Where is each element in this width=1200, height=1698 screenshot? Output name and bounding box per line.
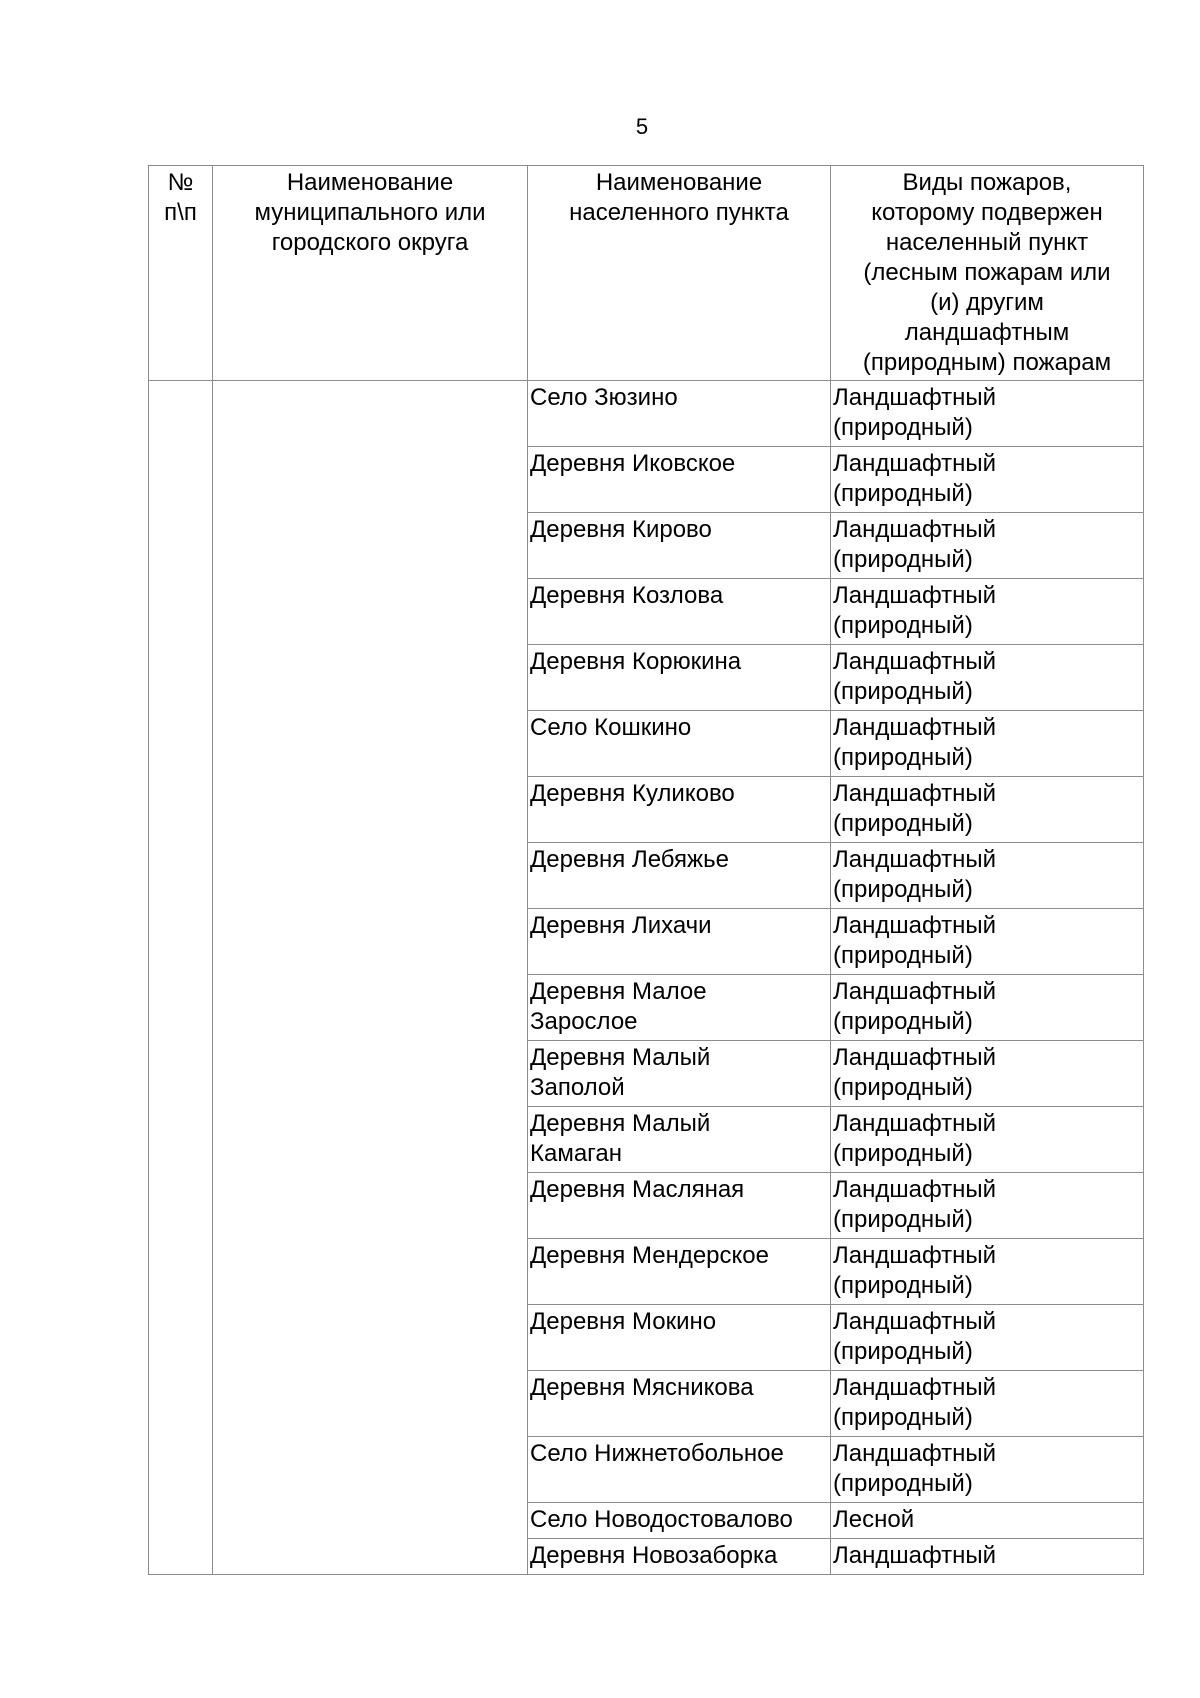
cell-fire-type: Ландшафтный (природный): [831, 843, 1144, 909]
cell-fire-type: Ландшафтный (природный): [831, 579, 1144, 645]
cell-settlement: Село Зюзино: [528, 381, 831, 447]
cell-settlement: Деревня Мясникова: [528, 1371, 831, 1437]
cell-fire-type: Ландшафтный (природный): [831, 909, 1144, 975]
cell-settlement: Деревня Куликово: [528, 777, 831, 843]
cell-settlement: Деревня Корюкина: [528, 645, 831, 711]
table-body: [149, 381, 1144, 1575]
cell-fire-type: Ландшафтный (природный): [831, 1041, 1144, 1107]
header-municipality: Наименование муниципального или городского округа: [213, 166, 528, 381]
cell-settlement: Деревня Мендерское: [528, 1239, 831, 1305]
cell-settlement: Село Нижнетобольное: [528, 1437, 831, 1503]
cell-settlement: Село Кошкино: [528, 711, 831, 777]
cell-fire-type: Лесной: [831, 1503, 1144, 1539]
cell-settlement: Деревня Масляная: [528, 1173, 831, 1239]
cell-settlement: Деревня Новозаборка: [528, 1539, 831, 1575]
cell-municipality-merged: [213, 381, 528, 1575]
cell-fire-type: Ландшафтный (природный): [831, 1173, 1144, 1239]
cell-settlement: Село Новодостовалово: [528, 1503, 831, 1539]
table-row: [149, 381, 1144, 447]
cell-fire-type: Ландшафтный (природный): [831, 513, 1144, 579]
cell-settlement: Деревня Иковское: [528, 447, 831, 513]
cell-fire-type: Ландшафтный (природный): [831, 447, 1144, 513]
cell-fire-type: Ландшафтный (природный): [831, 1107, 1144, 1173]
cell-fire-type: Ландшафтный (природный): [831, 975, 1144, 1041]
cell-fire-type: Ландшафтный (природный): [831, 711, 1144, 777]
table-header-row: [149, 166, 1144, 381]
cell-settlement: Деревня Малый Заполой: [528, 1041, 831, 1107]
header-fire-type: Виды пожаров, которому подвержен населенный пункт (лесным пожарам или (и) другим ландшафтным (природным) пожарам: [831, 166, 1144, 381]
cell-number-merged: [149, 381, 213, 1575]
cell-settlement: Деревня Мокино: [528, 1305, 831, 1371]
page-number: 5: [635, 114, 649, 139]
cell-settlement: Деревня Лихачи: [528, 909, 831, 975]
cell-settlement: Деревня Кирово: [528, 513, 831, 579]
cell-fire-type: Ландшафтный (природный): [831, 1239, 1144, 1305]
header-settlement: Наименование населенного пункта: [528, 166, 831, 381]
cell-fire-type: Ландшафтный (природный): [831, 1305, 1144, 1371]
cell-settlement: Деревня Козлова: [528, 579, 831, 645]
cell-fire-type: Ландшафтный (природный): [831, 381, 1144, 447]
cell-fire-type: Ландшафтный (природный): [831, 1437, 1144, 1503]
cell-fire-type: Ландшафтный (природный): [831, 645, 1144, 711]
cell-fire-type: Ландшафтный: [831, 1539, 1144, 1575]
cell-settlement: Деревня Малый Камаган: [528, 1107, 831, 1173]
header-number: № п\п: [149, 166, 213, 381]
settlements-fire-table: [148, 165, 1144, 1575]
cell-settlement: Деревня Лебяжье: [528, 843, 831, 909]
cell-fire-type: Ландшафтный (природный): [831, 1371, 1144, 1437]
cell-settlement: Деревня Малое Зарослое: [528, 975, 831, 1041]
cell-fire-type: Ландшафтный (природный): [831, 777, 1144, 843]
